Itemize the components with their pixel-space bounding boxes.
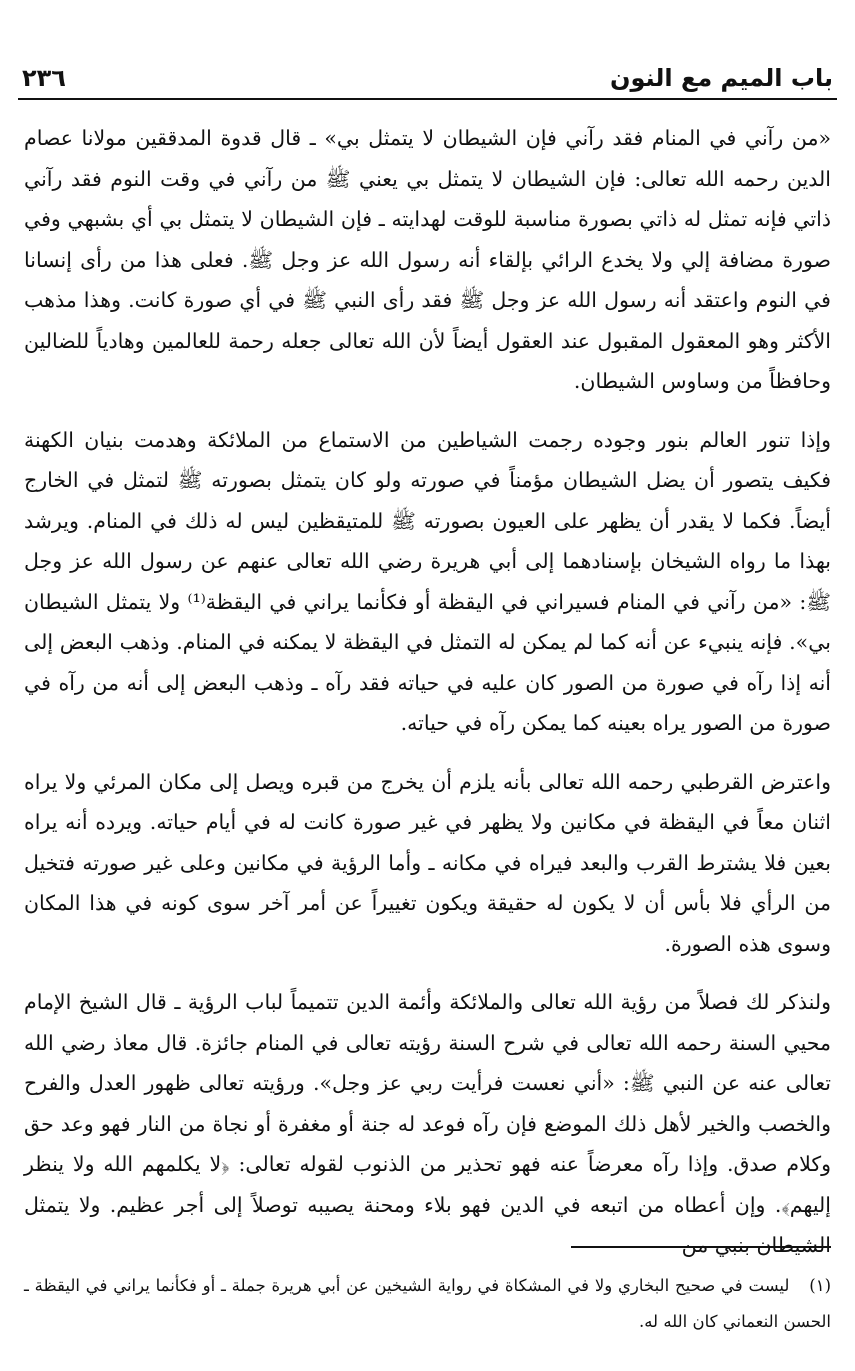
footnote-marker: (١) <box>809 1276 831 1295</box>
footnote-text: ليست في صحيح البخاري ولا في المشكاة في رواية الشيخين عن أبي هريرة جملة ـ أو فكأنما يراني في اليقظة ـ الحسن النعماني كان الله له. <box>24 1276 831 1331</box>
body-text <box>24 118 831 1284</box>
paragraph-3: واعترض القرطبي رحمه الله تعالى بأنه يلزم أن يخرج من قبره ويصل إلى مكان المرئي ولا يراه اثنان معاً في اليقظة في مكانين ولا يظهر في غير صورة كانت له في أيام حياته. ويرده أنه يراه بعين فلا يشترط القرب والبعد فيراه في مكانه ـ وأما الرؤية في مكانين وعلى غير صورته فتخيل من الرأي فلا بأس أن لا يكون له حقيقة ويكون تغييراً عن أمر آخر سوى كونه في هذا المكان وسوى هذه الصورة. <box>24 769 831 956</box>
paragraph-4: ولنذكر لك فصلاً من رؤية الله تعالى والملائكة وأئمة الدين تتميماً لباب الرؤية ـ قال الشيخ الإمام محيي السنة رحمه الله تعالى في شرح السنة رؤيته تعالى في المنام جائزة. قال معاذ رضي الله تعالى عنه عن النبي ﷺ: «أني نعست فرأيت ربي عز وجل». ورؤيته تعالى ظهور العدل والفرح والخصب والخير لأهل ذلك الموضع فإن رآه فوعد له جنة أو مغفرة أو نجاة من النار فهو وعد حق وكلام صدق. وإذا رآه معرضاً عنه فهو تحذير من الذنوب لقوله تعالى: ﴿لا يكلمهم الله ولا ينظر إليهم﴾. وإن أعطاه من اتبعه في الدين فهو بلاء ومحنة يصيبه توصلاً إلى أجر عظيم. ولا يتمثل الشيطان بنبي من <box>24 990 831 1257</box>
paragraph-1: «من رآني في المنام فقد رآني فإن الشيطان لا يتمثل بي» ـ قال قدوة المدققين مولانا عصام الدين رحمه الله تعالى: فإن الشيطان لا يتمثل بي يعني ﷺ من رآني في وقت النوم فقد رآني ذاتي فإنه تمثل له ذاتي بصورة مناسبة للوقت لهدايته ـ فإن الشيطان لا يتمثل بي أي بشبهي وفي صورة مضافة إلي ولا يخدع الرائي بإلقاء أنه رسول الله عز وجل ﷺ. فعلى هذا من رأى إنسانا في النوم واعتقد أنه رسول الله عز وجل ﷺ فقد رأى النبي ﷺ في أي صورة كانت. وهذا مذهب الأكثر وهو المعقول المقبول عند العقول أيضاً لأن الله تعالى جعله رحمة للعالمين وهادياً للضالين وحافظاً من وساوس الشيطان. <box>24 126 831 393</box>
footnote <box>24 1268 831 1340</box>
page-number: ٢٣٦ <box>22 64 66 92</box>
chapter-title: باب الميم مع النون <box>610 64 833 92</box>
running-header <box>18 58 837 98</box>
footnote-divider <box>571 1246 831 1248</box>
header-divider <box>18 98 837 100</box>
paragraph-2: وإذا تنور العالم بنور وجوده رجمت الشياطين من الاستماع من الملائكة وهدمت بنيان الكهنة فكيف يتصور أن يضل الشيطان مؤمناً في صورته ولو كان يتمثل بصورته ﷺ لتمثل في الخارج أيضاً. فكما لا يقدر أن يظهر على العيون بصورته ﷺ للمتيقظين ليس له ذلك في المنام. ويرشد بهذا ما رواه الشيخان بإسنادهما إلى أبي هريرة رضي الله تعالى عنهم عن رسول الله عز وجل ﷺ: «من رآني في المنام فسيراني في اليقظة أو فكأنما يراني في اليقظة⁽¹⁾ ولا يتمثل الشيطان بي». فإنه ينبيء عن أنه كما لم يمكن له التمثل في اليقظة لا يمكنه في المنام. وذهب البعض إلى أنه إذا رآه في صورة من الصور كان عليه في حياته فقد رآه ـ وذهب البعض إلى أنه من رآه في صورة من الصور يراه بعينه كما يمكن رآه في حياته. <box>24 427 831 735</box>
